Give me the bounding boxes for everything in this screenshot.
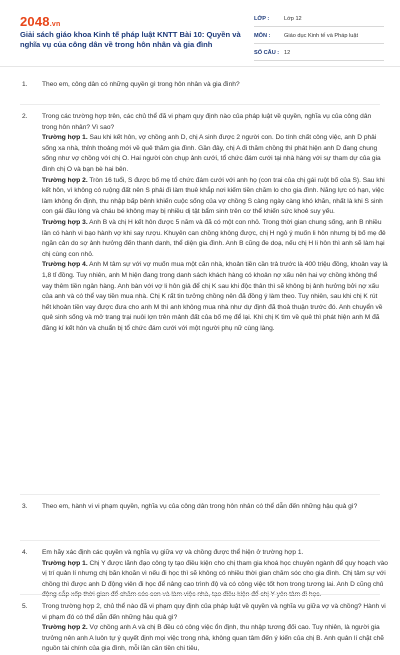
meta-row: [254, 13, 384, 27]
situation-text: Anh B và chị H kết hôn được 5 năm và đã có một con nhỏ. Trong thời gian chung sống, anh B nhiều lần có hành vi bạo hành vợ khi say rượu. Khuyên can chồng không được, chị H ngỏ ý muốn li hôn nhưng bị bố mẹ đẻ ngăn cản do sợ ảnh hưởng đến thanh danh, thể diện gia đình. Anh B cũng đe doạ, nếu chị H li hôn thì anh sẽ làm hại chị cùng con nhỏ.: [42, 218, 386, 258]
meta-label: SỐ CÂU :: [254, 50, 280, 56]
situation-text: Vợ chồng anh A và chị B đều có công việc ổn định, thu nhập tương đối cao. Tuy nhiên, là người gia trưởng nên anh A luôn tự ý quyết định mọi việc trong nhà, không quan tâm đến ý kiến của chị B. Anh quản lí chặt chẽ nguồn tài chính của gia đình, mỗi lần cần tiền chi tiêu,: [42, 624, 384, 653]
question-separator: [20, 594, 380, 595]
question-number: 1.: [22, 81, 28, 88]
question-number: 3.: [22, 503, 28, 510]
question-body: [42, 502, 388, 513]
site-logo[interactable]: [20, 14, 60, 29]
question-body: [42, 80, 388, 91]
meta-value: Lớp 12: [284, 16, 302, 22]
situation-paragraph: [42, 133, 388, 175]
question-text: Trong các trường hợp trên, các chủ thể đã vi phạm quy định nào của pháp luật về quyền, nghĩa vụ của công dân trong hôn nhân? Vì sao?: [42, 113, 372, 131]
question-body: [42, 602, 388, 655]
question-text: Theo em, công dân có những quyền gì trong hôn nhân và gia đình?: [42, 81, 240, 88]
meta-label: LỚP :: [254, 16, 270, 22]
document-header: [0, 0, 400, 62]
situation-title: Trường hợp 4.: [42, 261, 88, 269]
question-separator: [20, 104, 380, 105]
document-title: Giải sách giáo khoa Kinh tế pháp luật KNTT Bài 10: Quyền và nghĩa vụ của công dân về trong hôn nhân và gia đình: [20, 30, 241, 49]
situation-paragraph: [42, 623, 388, 655]
question-number: 2.: [22, 113, 28, 120]
meta-row: [254, 47, 384, 61]
situation-title: Trường hợp 2.: [42, 176, 88, 184]
situation-text: Sau khi kết hôn, vợ chồng anh D, chị A sinh được 2 người con. Do tính chất công việc, anh D phải sống xa nhà, thỉnh thoảng mới về quê thăm gia đình. Gần đây, chị A đi thăm chồng thì phát hiện anh D đang chung sống như vợ chồng với chị O. Hai người còn chụp ảnh cưới, tổ chức đám cưới tại nhà hàng với sự tham dự của gia đình chị O và bạn bè hai bên.: [42, 134, 381, 173]
question-separator: [20, 494, 380, 495]
meta-row: [254, 30, 384, 44]
question-text: Theo em, hành vi vi phạm quyền, nghĩa vụ của công dân trong hôn nhân có thể dẫn đến những hậu quả gì?: [42, 503, 358, 510]
meta-value: Giáo dục Kinh tế và Pháp luật: [284, 33, 359, 39]
situation-paragraph: [42, 218, 388, 260]
document-meta: [254, 13, 384, 64]
situation-text: Tròn 16 tuổi, S được bố mẹ tổ chức đám cưới với anh họ (con trai của chị gái ruột bố của S). Sau khi kết hôn, vì không có ruộng đất nên S phải đi làm thuê khắp nơi kiếm tiền chăm lo cho gia đình. Năng lực có hạn, việc làm không ổn định, thu nhập bấp bênh khiến cuộc sống của vợ chồng S càng ngày càng khó khăn, nhất là khi S sinh con gái đầu lòng và cháu bé không may bị nhiều dị tật bẩm sinh trên cơ thể khiến sức khoẻ suy yếu.: [42, 176, 385, 216]
meta-value: 12: [284, 50, 291, 56]
logo-main: 2048: [20, 14, 50, 29]
question-text: Em hãy xác định các quyền và nghĩa vụ giữa vợ và chồng được thể hiện ở trường hợp 1.: [42, 549, 304, 556]
question-separator: [20, 540, 380, 541]
situation-title: Trường hợp 2.: [42, 624, 88, 632]
situation-title: Trường hợp 1.: [42, 559, 88, 567]
situation-title: Trường hợp 3.: [42, 218, 88, 226]
meta-label: MÔN :: [254, 33, 271, 39]
situation-paragraph: [42, 260, 388, 334]
question-text: Trong trường hợp 2, chủ thể nào đã vi phạm quy định của pháp luật về quyền và nghĩa vụ giữa vợ và chồng? Hành vi vi phạm đó có thể dẫn đến những hậu quả gì?: [42, 603, 386, 621]
question-body: [42, 112, 388, 334]
question-number: 4.: [22, 549, 28, 556]
situation-text: Chị Y được lãnh đạo công ty tạo điều kiện cho chị tham gia khoá học chuyên ngành để quy hoạch vào vị trí quản lí nhưng chị băn khoăn vì nếu đi học thì sẽ không có nhiều thời gian chăm sóc cho gia đình. Chị tâm sự với chồng thì được anh D động viên đi học để nâng cao trình độ và có công việc tốt hơn trong tương lai. Anh D cũng chủ: [42, 559, 388, 588]
logo-suffix: .vn: [49, 21, 61, 28]
situation-text: Anh M tâm sự với vợ muốn mua một căn nhà, khoản tiền cần trả trước là 400 triệu đồng, khoản vay là 1,8 tỉ đồng. Tuy nhiên, anh M hiện đang trong danh sách khách hàng có khoản nợ xấu nên hai vợ chồng không thể vay thêm tiền ngân hàng. Anh bàn với vợ li hôn giả để chị K sau khi độc thân thì sẽ không bị ảnh hưởng bởi nợ xấu của anh và có thể vay tiền mua nhà. Chị K rất tin tưởng chồng nên đã đồng ý làm theo. Tuy nhiên, sau khi chị K rút hết khoản tiền vay được đưa cho anh M thì anh không mua nhà như dự định đã thoả thuận trước đó. Anh chuyển về quê sinh sống và mở trang trại nuôi lợn trên mảnh đất của bố mẹ để lại. Khi chị K tìm về quê thì phát hiện anh M đã đăng kí kết hôn và chuẩn bị tổ chức đám cưới với một người phụ nữ cùng làng.: [42, 261, 388, 332]
header-divider: [0, 66, 400, 67]
situation-title: Trường hợp 1.: [42, 134, 88, 142]
situation-paragraph: [42, 176, 388, 218]
question-number: 5.: [22, 603, 28, 610]
